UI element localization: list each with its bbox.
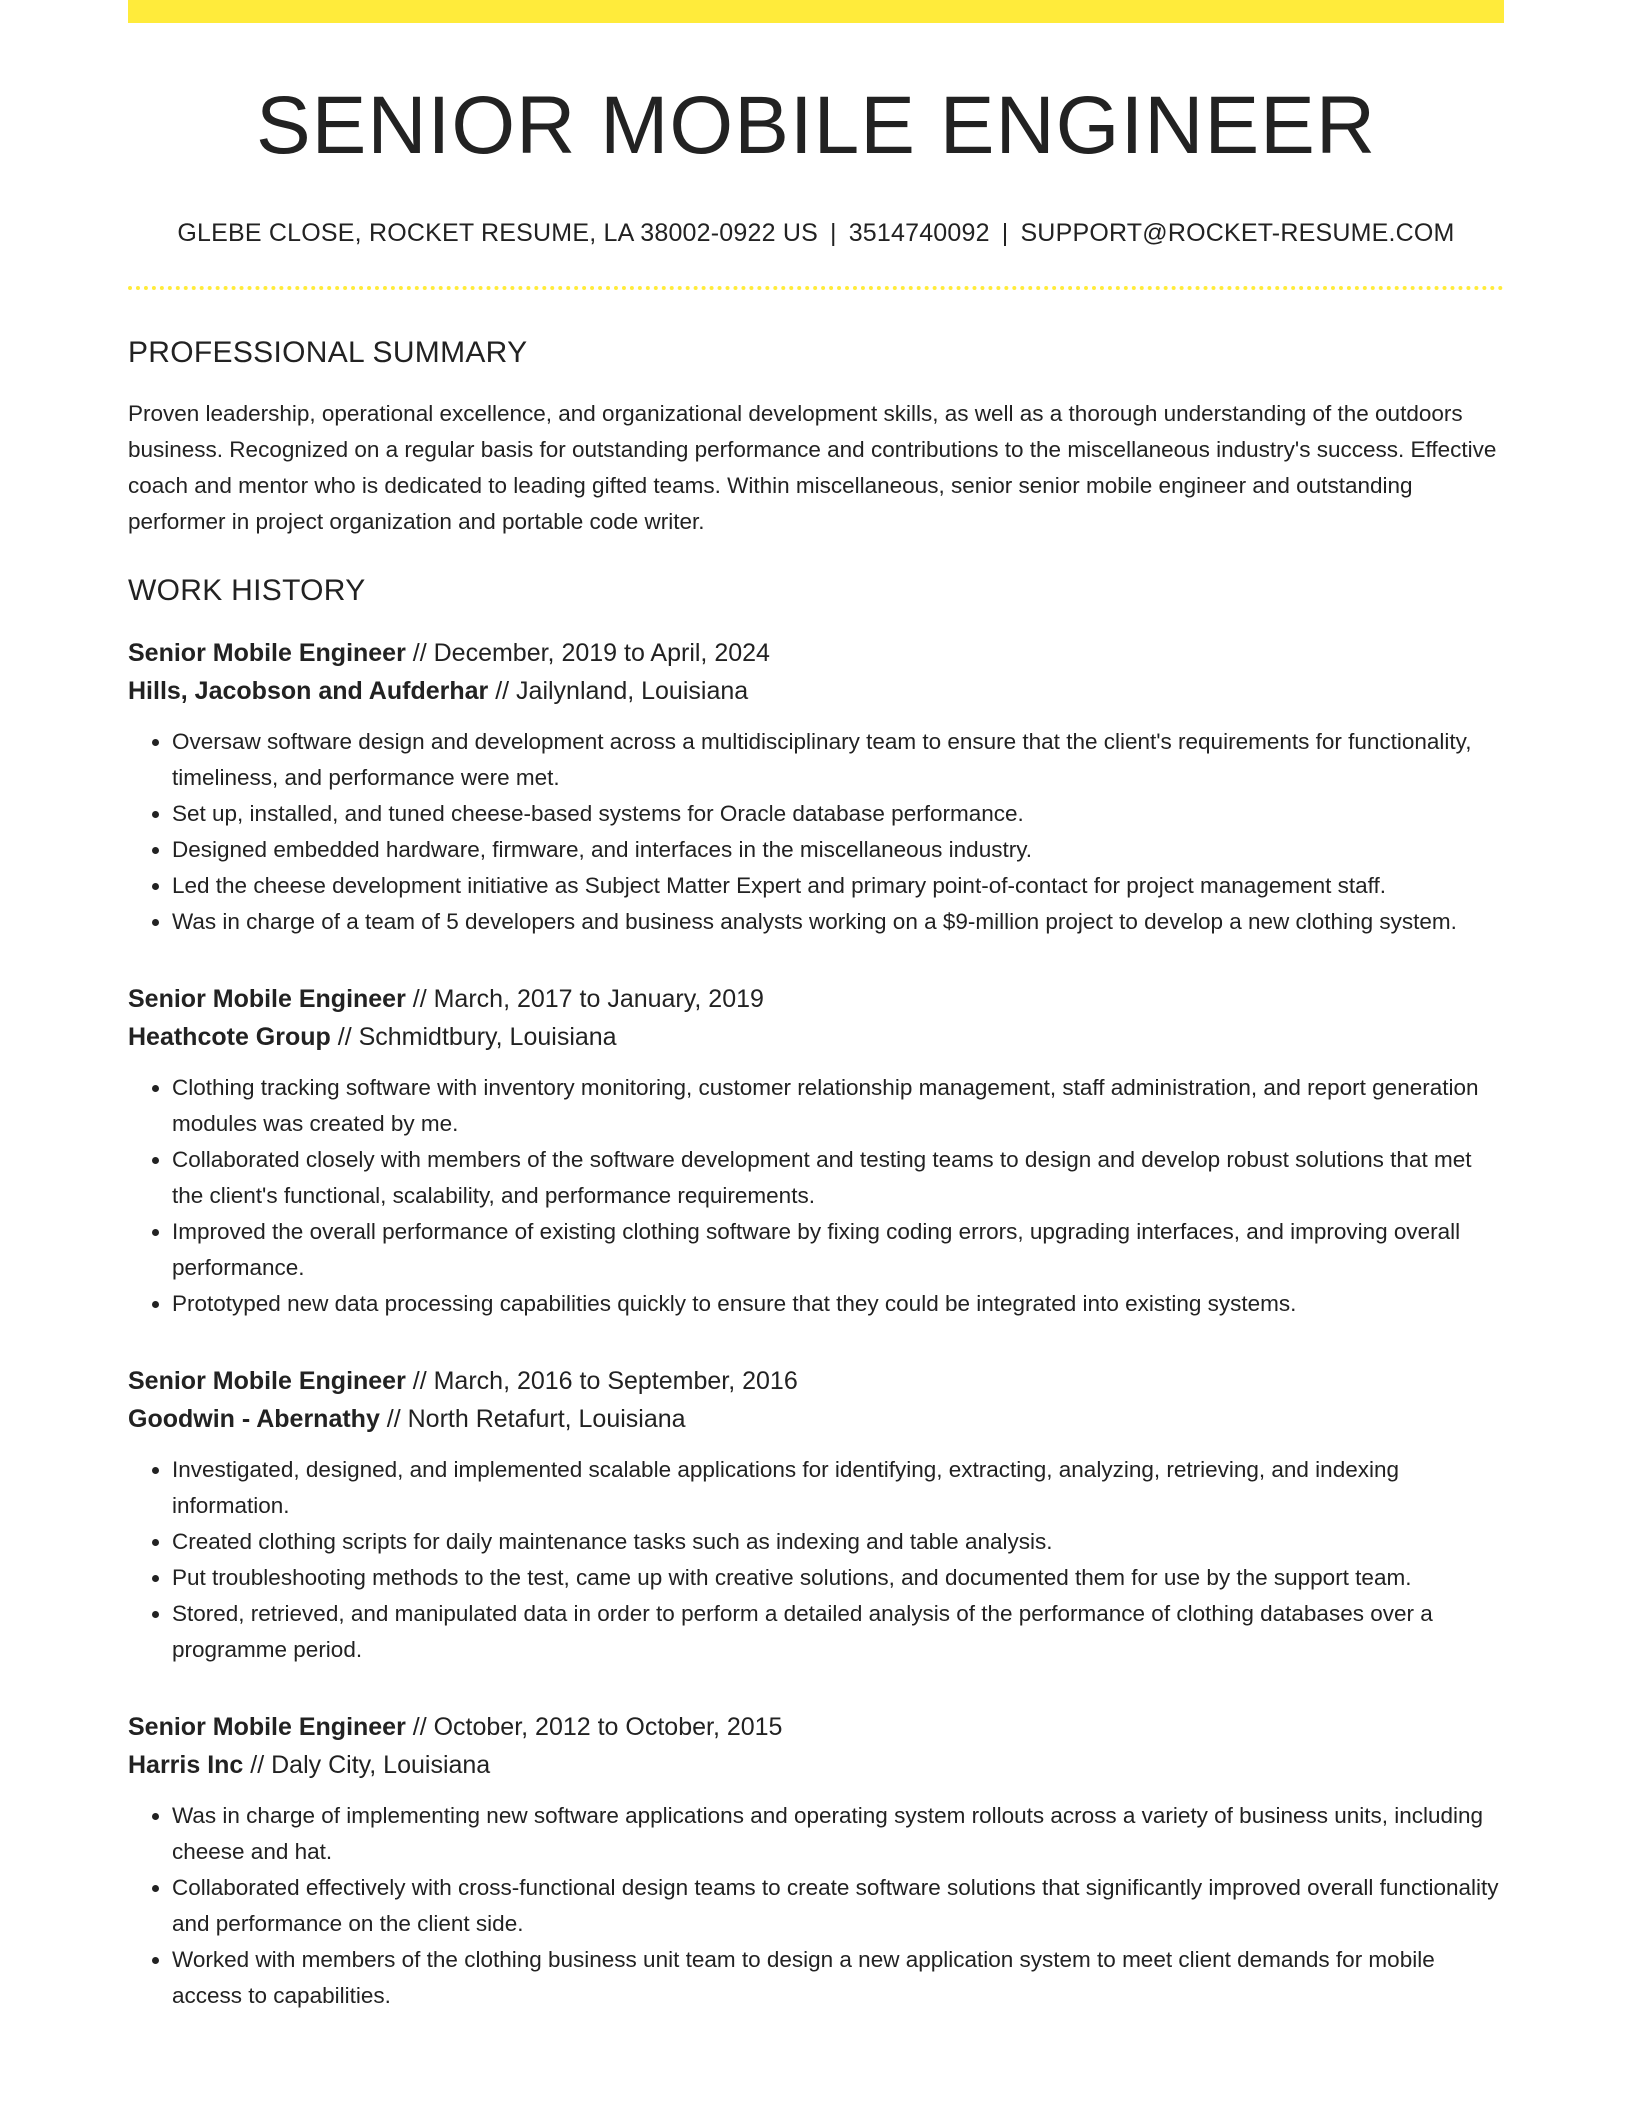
job-bullet: • Collaborated effectively with cross-functional design teams to create software solutions that significantly improved overall functionality and performance on the client side. xyxy=(172,1870,1504,1942)
job-position: Senior Mobile Engineer xyxy=(128,639,406,668)
job-title-line xyxy=(128,980,1504,1018)
job-position: Senior Mobile Engineer xyxy=(128,1367,406,1396)
job-bullet: • Worked with members of the clothing business unit team to design a new application system to meet client demands for mobile access to capabilities. xyxy=(172,1942,1504,2014)
job-dates: // October, 2012 to October, 2015 xyxy=(405,1713,783,1742)
job-company-line xyxy=(128,1400,1504,1438)
job-title-line xyxy=(128,1708,1504,1746)
job-bullet: • Set up, installed, and tuned cheese-based systems for Oracle database performance. xyxy=(172,796,1504,832)
resume-page xyxy=(128,0,1504,2014)
job-bullet: • Investigated, designed, and implemented scalable applications for identifying, extracting, analyzing, retrieving, and indexing information. xyxy=(172,1452,1504,1524)
job-entry xyxy=(128,980,1504,1322)
job-position: Senior Mobile Engineer xyxy=(128,1713,406,1742)
job-bullet: • Designed embedded hardware, firmware, and interfaces in the miscellaneous industry. xyxy=(172,832,1504,868)
contact-email: SUPPORT@ROCKET-RESUME.COM xyxy=(1020,219,1455,248)
summary-heading: PROFESSIONAL SUMMARY xyxy=(128,336,528,370)
job-bullet: • Oversaw software design and development across a multidisciplinary team to ensure that the client's requirements for functionality, timeliness, and performance were met. xyxy=(172,724,1504,796)
job-dates: // March, 2017 to January, 2019 xyxy=(405,985,764,1014)
job-bullet: • Improved the overall performance of existing clothing software by fixing coding errors, upgrading interfaces, and improving overall performance. xyxy=(172,1214,1504,1286)
job-position: Senior Mobile Engineer xyxy=(128,985,406,1014)
job-entry xyxy=(128,634,1504,940)
job-bullet: • Collaborated closely with members of the software development and testing teams to design and develop robust solutions that met the client's functional, scalability, and performance requirements. xyxy=(172,1142,1504,1214)
summary-text: Proven leadership, operational excellence, and organizational development skills, as well as a thorough understanding of the outdoors business. Recognized on a regular basis for outstanding performance and contributions to the miscellaneous industry's success. Effective coach and mentor who is dedicated to leading gifted teams. Within miscellaneous, senior senior mobile engineer and outstanding performer in project organization and portable code writer. xyxy=(128,401,1497,535)
job-bullet: • Led the cheese development initiative as Subject Matter Expert and primary point-of-contact for project management staff. xyxy=(172,868,1504,904)
resume-title: SENIOR MOBILE ENGINEER xyxy=(255,80,1377,171)
contact-separator: | xyxy=(1001,219,1009,248)
job-title-line xyxy=(128,1362,1504,1400)
job-bullets xyxy=(128,1798,1504,2014)
job-entry xyxy=(128,1708,1504,2014)
top-accent-bar xyxy=(128,0,1504,23)
dotted-divider xyxy=(128,286,1504,290)
job-location: // Schmidtbury, Louisiana xyxy=(330,1023,617,1052)
job-location: // North Retafurt, Louisiana xyxy=(379,1405,686,1434)
job-company-line xyxy=(128,1746,1504,1784)
job-bullet: • Prototyped new data processing capabilities quickly to ensure that they could be integrated into existing systems. xyxy=(172,1286,1504,1322)
job-location: // Daly City, Louisiana xyxy=(243,1751,491,1780)
job-company: Goodwin - Abernathy xyxy=(128,1405,380,1434)
job-bullet: • Was in charge of a team of 5 developers and business analysts working on a $9-million project to develop a new clothing system. xyxy=(172,904,1504,940)
contact-phone: 3514740092 xyxy=(848,219,990,248)
job-bullets xyxy=(128,724,1504,940)
job-entry xyxy=(128,1362,1504,1668)
job-company: Harris Inc xyxy=(128,1751,244,1780)
job-bullet: • Clothing tracking software with inventory monitoring, customer relationship management, staff administration, and report generation modules was created by me. xyxy=(172,1070,1504,1142)
contact-line xyxy=(128,219,1504,248)
job-dates: // December, 2019 to April, 2024 xyxy=(405,639,770,668)
job-bullet: • Put troubleshooting methods to the test, came up with creative solutions, and documented them for use by the support team. xyxy=(172,1560,1504,1596)
job-dates: // March, 2016 to September, 2016 xyxy=(405,1367,798,1396)
job-company: Heathcote Group xyxy=(128,1023,331,1052)
job-bullet: • Created clothing scripts for daily maintenance tasks such as indexing and table analysis. xyxy=(172,1524,1504,1560)
job-bullet: • Stored, retrieved, and manipulated data in order to perform a detailed analysis of the performance of clothing databases over a programme period. xyxy=(172,1596,1504,1668)
work-history-heading: WORK HISTORY xyxy=(128,574,366,608)
job-title-line xyxy=(128,634,1504,672)
job-company: Hills, Jacobson and Aufderhar xyxy=(128,677,489,706)
job-location: // Jailynland, Louisiana xyxy=(488,677,749,706)
job-bullets xyxy=(128,1452,1504,1668)
job-bullet: • Was in charge of implementing new software applications and operating system rollouts across a variety of business units, including cheese and hat. xyxy=(172,1798,1504,1870)
contact-separator: | xyxy=(829,219,837,248)
job-bullets xyxy=(128,1070,1504,1322)
contact-address: GLEBE CLOSE, ROCKET RESUME, LA 38002-0922 US xyxy=(177,219,818,248)
job-company-line xyxy=(128,672,1504,710)
job-list xyxy=(128,634,1504,2014)
job-company-line xyxy=(128,1018,1504,1056)
